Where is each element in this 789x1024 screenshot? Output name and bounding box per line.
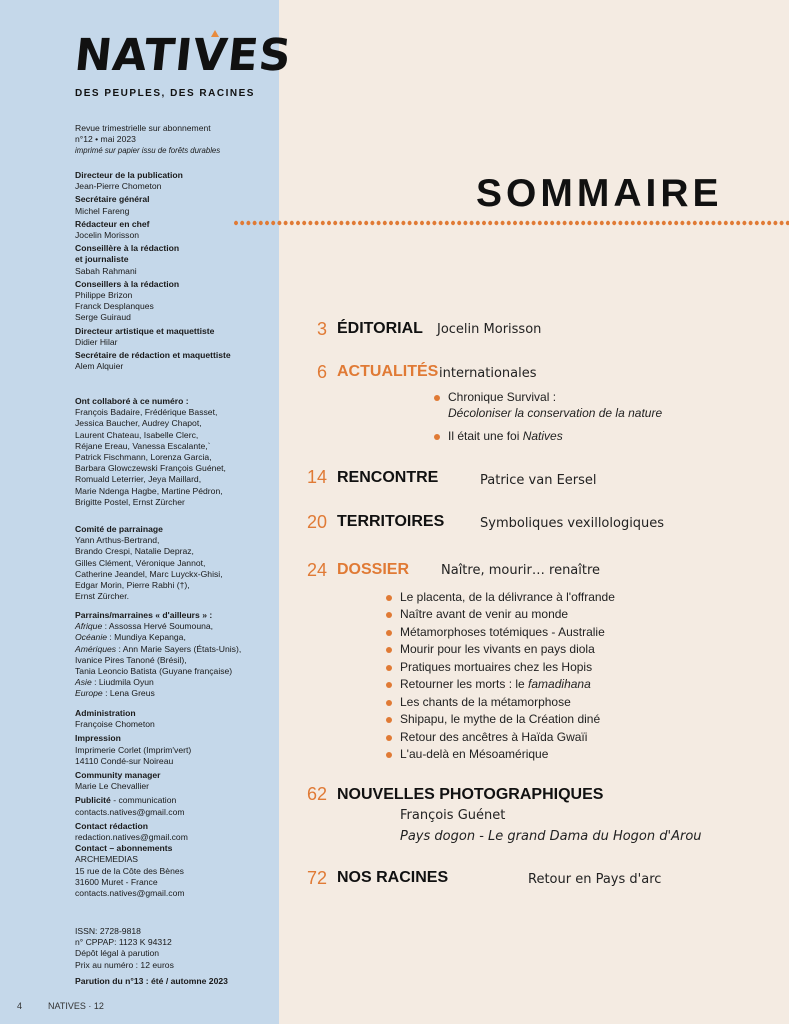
masthead-sidebar — [0, 0, 295, 1024]
divider-dot — [668, 221, 672, 225]
divider-dot — [544, 221, 548, 225]
divider-dot — [507, 221, 511, 225]
page-title: SOMMAIRE — [476, 172, 723, 215]
subscriptions-email[interactable]: contacts.natives@gmail.com — [75, 888, 185, 899]
divider-dot — [321, 221, 325, 225]
divider-dot — [656, 221, 660, 225]
divider-dot — [575, 221, 579, 225]
toc-page-number: 62 — [306, 784, 327, 804]
toc-item[interactable]: Shipapu, le mythe de la Création diné — [400, 712, 601, 726]
divider-dot — [358, 221, 362, 225]
divider-dot — [463, 221, 467, 225]
toc-section-subtitle: Patrice van Eersel — [480, 473, 597, 488]
toc-page-number: 20 — [306, 512, 327, 532]
toc-section-dossier[interactable]: DOSSIER — [337, 561, 410, 578]
editorial-email[interactable]: redaction.natives@gmail.com — [75, 832, 188, 843]
divider-dot — [711, 221, 715, 225]
toc-item[interactable]: Le placenta, de la délivrance à l'offrande — [400, 590, 615, 604]
divider-dot — [296, 221, 300, 225]
divider-dot — [687, 221, 691, 225]
divider-dot — [699, 221, 703, 225]
administration-block: Administration Françoise Chometon Impression Imprimerie Corlet (Imprim'vert) 14110 Condé-sur Noireau Community manager Marie Le Chevallier Publicité - communication contacts.natives@gmail.com Contact rédaction redaction.natives@gmail.com Contact – abonnements ARCHEMEDIAS 15 rue de la Côte des Bènes 31600 Muret - France contacts.natives@gmail.com — [75, 708, 192, 899]
divider-dot — [346, 221, 350, 225]
page-number: 4 — [17, 1001, 23, 1011]
divider-dot — [253, 221, 257, 225]
contributors: Ont collaboré à ce numéro : François Badaire, Frédérique Basset, Jessica Baucher, Audrey Chapot, Laurent Chateau, Isabelle Clerc, Réjane Ereau, Vanessa Escalante,` Patrick Fischmann, Lorenza Garcia, Barbara Glowczewski François Guénet, Romuald Leterrier, Jeya Maillard, Marie Ndenga Hagbe, Martine Pédron, Brigitte Postel, Ernst Zürcher — [75, 396, 226, 507]
toc-page-number: 14 — [306, 467, 327, 487]
divider-dot — [501, 221, 505, 225]
logo-wordmark: NATIVES — [72, 30, 295, 81]
divider-dot — [742, 221, 746, 225]
divider-dot — [426, 221, 430, 225]
toc-section-nos-racines[interactable]: NOS RACINES — [337, 869, 449, 886]
divider-dot — [643, 221, 647, 225]
divider-dot — [377, 221, 381, 225]
divider-dot — [383, 221, 387, 225]
divider-dot — [693, 221, 697, 225]
toc-page-number: 24 — [306, 560, 327, 580]
toc-section-territoires[interactable]: TERRITOIRES — [337, 513, 445, 530]
divider-dot — [482, 221, 486, 225]
divider-dot — [612, 221, 616, 225]
toc-section-actualites[interactable]: ACTUALITÉS — [337, 363, 439, 380]
divider-dot — [680, 221, 684, 225]
divider-dot — [761, 221, 765, 225]
divider-dot — [767, 221, 771, 225]
divider-dot — [395, 221, 399, 225]
divider-dot — [389, 221, 393, 225]
divider-dot — [637, 221, 641, 225]
logo-accent-mark — [211, 30, 219, 37]
divider-dot — [420, 221, 424, 225]
toc-item[interactable]: Il était une foi Natives — [448, 429, 563, 443]
divider-dot — [773, 221, 777, 225]
divider-dot — [569, 221, 573, 225]
divider-dot — [618, 221, 622, 225]
toc-section-subtitle: internationales — [439, 366, 537, 381]
divider-dot — [327, 221, 331, 225]
legal-info: ISSN: 2728-9818 n° CPPAP: 1123 K 94312 Dépôt légal à parution Prix au numéro : 12 euros Parution du n°13 : été / automne 2023 — [75, 926, 228, 986]
divider-dot — [408, 221, 412, 225]
toc-section-subtitle: Symboliques vexillologiques — [480, 516, 665, 531]
divider-dot — [494, 221, 498, 225]
toc-item[interactable]: Pratiques mortuaires chez les Hopis — [400, 660, 593, 674]
masthead-staff: Directeur de la publication Jean-Pierre Chometon Secrétaire général Michel Fareng Rédacteur en chef Jocelin Morisson Conseillère à la rédaction et journaliste Sabah Rahmani Conseillers à la rédaction Philippe Brizon Franck Desplanques Serge Guiraud Directeur artistique et maquettiste Didier Hilar Secrétaire de rédaction et maquettiste Alem Alquier — [75, 170, 231, 372]
divider-dot — [401, 221, 405, 225]
toc-item-subtitle: Décoloniser la conservation de la nature — [448, 406, 663, 420]
dotted-divider — [234, 220, 789, 226]
divider-dot — [525, 221, 529, 225]
divider-dot — [339, 221, 343, 225]
toc-item[interactable]: Retourner les morts : le famadihana — [400, 677, 591, 691]
footer-title: NATIVES · 12 — [48, 1001, 104, 1011]
toc-item[interactable]: Mourir pour les vivants en pays diola — [400, 642, 595, 656]
toc-item[interactable]: Métamorphoses totémiques - Australie — [400, 625, 605, 639]
divider-dot — [649, 221, 653, 225]
divider-dot — [414, 221, 418, 225]
divider-dot — [290, 221, 294, 225]
divider-dot — [513, 221, 517, 225]
divider-dot — [563, 221, 567, 225]
divider-dot — [780, 221, 784, 225]
toc-item[interactable]: Chronique Survival : — [448, 390, 557, 404]
divider-dot — [532, 221, 536, 225]
toc-section-subtitle: Jocelin Morisson — [437, 322, 542, 337]
divider-dot — [662, 221, 666, 225]
toc-section-author: François Guénet — [400, 808, 506, 823]
toc-item[interactable]: Retour des ancêtres à Haïda Gwaïi — [400, 730, 588, 744]
toc-item[interactable]: Naître avant de venir au monde — [400, 607, 569, 621]
sponsorship-committee: Comité de parrainage Yann Arthus-Bertrand, Brando Crespi, Natalie Depraz, Gilles Clément, Véronique Jannot, Catherine Jeandel, Marc Luyckx-Ghisi, Edgar Morin, Pierre Rabhi (†), Ernst Zürcher. — [75, 524, 223, 602]
advertising-email[interactable]: contacts.natives@gmail.com — [75, 806, 185, 817]
divider-dot — [488, 221, 492, 225]
divider-dot — [736, 221, 740, 225]
toc-page-number: 72 — [306, 868, 327, 888]
toc-section-photographiques[interactable]: NOUVELLES PHOTOGRAPHIQUES — [337, 786, 604, 803]
divider-dot — [556, 221, 560, 225]
divider-dot — [352, 221, 356, 225]
divider-dot — [587, 221, 591, 225]
natives-logo — [72, 30, 295, 100]
divider-dot — [234, 221, 238, 225]
toc-section-subtitle: Pays dogon - Le grand Dama du Hogon d'Arou — [400, 829, 702, 844]
divider-dot — [730, 221, 734, 225]
divider-dot — [550, 221, 554, 225]
divider-dot — [333, 221, 337, 225]
divider-dot — [240, 221, 244, 225]
divider-dot — [674, 221, 678, 225]
divider-dot — [265, 221, 269, 225]
divider-dot — [451, 221, 455, 225]
divider-dot — [308, 221, 312, 225]
divider-dot — [538, 221, 542, 225]
logo-tagline: DES PEUPLES, DES RACINES — [75, 88, 255, 99]
toc-page-number: 6 — [316, 362, 327, 382]
divider-dot — [284, 221, 288, 225]
divider-dot — [315, 221, 319, 225]
toc-item[interactable]: Les chants de la métamorphose — [400, 695, 571, 709]
divider-dot — [724, 221, 728, 225]
masthead-intro: Revue trimestrielle sur abonnement n°12 • mai 2023 imprimé sur papier issu de forêts durables — [75, 123, 221, 156]
divider-dot — [370, 221, 374, 225]
toc-section-subtitle: Retour en Pays d'arc — [528, 872, 662, 887]
divider-dot — [277, 221, 281, 225]
divider-dot — [625, 221, 629, 225]
divider-dot — [631, 221, 635, 225]
divider-dot — [594, 221, 598, 225]
divider-dot — [246, 221, 250, 225]
divider-dot — [476, 221, 480, 225]
toc-page-number: 3 — [316, 319, 327, 339]
divider-dot — [755, 221, 759, 225]
toc-section-subtitle: Naître, mourir… renaître — [441, 563, 601, 578]
divider-dot — [705, 221, 709, 225]
divider-dot — [271, 221, 275, 225]
divider-dot — [457, 221, 461, 225]
divider-dot — [432, 221, 436, 225]
divider-dot — [581, 221, 585, 225]
divider-dot — [259, 221, 263, 225]
divider-dot — [364, 221, 368, 225]
divider-dot — [519, 221, 523, 225]
divider-dot — [445, 221, 449, 225]
toc-section-editorial[interactable]: ÉDITORIAL — [337, 320, 423, 337]
divider-dot — [600, 221, 604, 225]
divider-dot — [606, 221, 610, 225]
divider-dot — [302, 221, 306, 225]
divider-dot — [718, 221, 722, 225]
sponsors-abroad: Parrains/marraines « d'ailleurs » : Afrique : Assossa Hervé Soumouna, Océanie : Mundiya Kepanga, Amériques : Ann Marie Sayers (États-Unis), Ivanice Pires Tanoné (Brésil), Tania Leoncio Batista (Guyane française) Asie : Liudmila Oyun Europe : Lena Greus — [75, 610, 242, 699]
divider-dot — [439, 221, 443, 225]
divider-dot — [470, 221, 474, 225]
divider-dot — [749, 221, 753, 225]
toc-section-rencontre[interactable]: RENCONTRE — [337, 469, 439, 486]
toc-item[interactable]: L'au-delà en Mésoamérique — [400, 747, 549, 761]
